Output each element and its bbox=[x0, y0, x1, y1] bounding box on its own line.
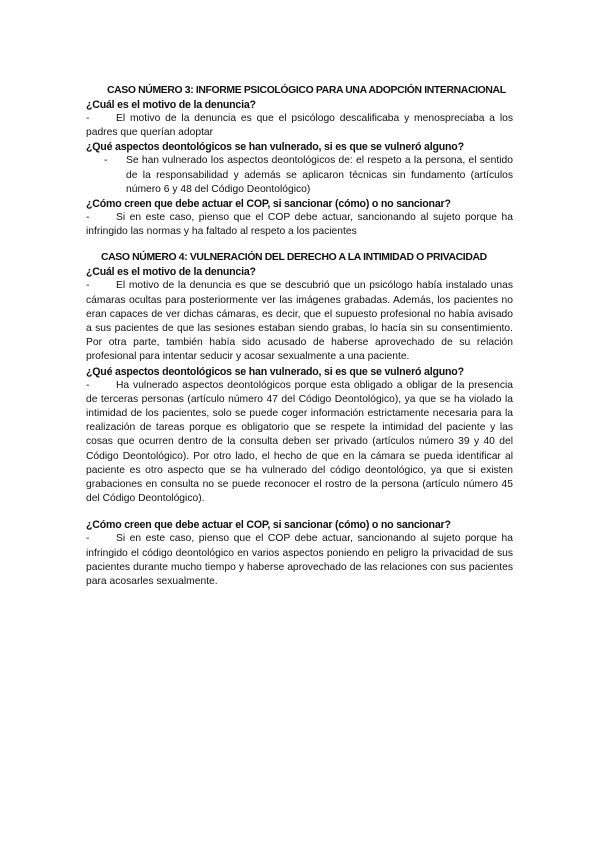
bullet-dash: - bbox=[86, 379, 90, 391]
case4-answer-2-text: Ha vulnerado aspectos deontológicos porque esta obligado a obligar de la presencia de terceras personas (artículo número 47 del Código Deontológico), ya que se ha violado la intimidad de los pacientes, solo se puede coger información estrictamente necesaria para la realización de tareas porque es obligatorio que se respete la intimidad del paciente y las cosas que ocurren dentro de la consulta deben ser privado (artículos número 39 y 40 del Código Deontológico). Por otro lado, el hecho de que en la cámara se pueda identificar al paciente es otro aspecto que se ha vulnerado del código deontológico, ya que si existen grabaciones en consulta no se puede reconocer el rostro de la persona (artículo número 45 del Código Deontológico). bbox=[86, 379, 513, 505]
case4-answer-3-text: Si en este caso, pienso que el COP debe actuar, sancionando al sujeto porque ha infringido el código deontológico en varios aspectos poniendo en peligro la privacidad de sus pacientes durante mucho tiempo y haberse aprovechado de las relaciones con sus pacientes para acosarles sexualmente. bbox=[86, 533, 513, 588]
case3-question-3: ¿Cómo creen que debe actuar el COP, si sancionar (cómo) o no sancionar? bbox=[86, 198, 451, 211]
case4-answer-1-text: El motivo de la denuncia es que se descubrió que un psicólogo había instalado unas cámaras ocultas para posteriormente ver las imágenes grabadas. Además, los pacientes no eran capaces de ver dichas cámaras, es decir, que el supuesto profesional no había avisado a sus pacientes de que las sesiones estaban siendo grabas, lo hacía sin su consentimiento. Por otra parte, también había sido acusado de haberse aprovechado de su relación profesional para intentar seducir y acosar sexualmente a una paciente. bbox=[86, 280, 513, 363]
bullet-dash: - bbox=[86, 113, 90, 124]
case4-question-3: ¿Cómo creen que debe actuar el COP, si sancionar (cómo) o no sancionar? bbox=[86, 519, 451, 532]
bullet-dash: - bbox=[86, 212, 90, 224]
bullet-dash: - bbox=[86, 280, 90, 292]
case3-question-1: ¿Cuál es el motivo de la denuncia? bbox=[86, 99, 256, 111]
case3-title: CASO NÚMERO 3: INFORME PSICOLÓGICO PARA UNA ADOPCIÓN INTERNACIONAL bbox=[107, 85, 506, 96]
case3-question-2: ¿Qué aspectos deontológicos se han vulnerado, si es que se vulneró alguno? bbox=[86, 141, 464, 154]
case3-answer-1-text: El motivo de la denuncia es que el psicólogo descalificaba y menospreciaba a los padres que querían adoptar bbox=[86, 113, 513, 139]
case3-answer-2-text: Se han vulnerado los aspectos deontológicos de: el respeto a la persona, el sentido de la responsabilidad y además se aplicaron técnicas sin fundamento (artículos número 6 y 48 del Código Deontológico) bbox=[126, 155, 513, 195]
case4-question-2: ¿Qué aspectos deontológicos se han vulnerado, si es que se vulneró alguno? bbox=[86, 365, 464, 378]
case4-answer-1 bbox=[86, 279, 513, 364]
case4-answer-2 bbox=[86, 379, 513, 507]
bullet-dash: - bbox=[104, 155, 108, 167]
case3-answer-2 bbox=[86, 154, 513, 197]
case3-answer-3-text: Si en este caso, pienso que el COP debe actuar, sancionando al sujeto porque ha infringido las normas y ha faltado al respeto a los pacientes bbox=[86, 212, 513, 238]
case4-question-1: ¿Cuál es el motivo de la denuncia? bbox=[86, 266, 256, 279]
spacer bbox=[86, 506, 513, 518]
case4-answer-3 bbox=[86, 532, 513, 589]
case4-title: CASO NÚMERO 4: VULNERACIÓN DEL DERECHO A LA INTIMIDAD O PRIVACIDAD bbox=[101, 252, 487, 264]
bullet-dash: - bbox=[86, 533, 90, 545]
case3-answer-3 bbox=[86, 211, 513, 239]
case3-answer-1 bbox=[86, 112, 513, 140]
